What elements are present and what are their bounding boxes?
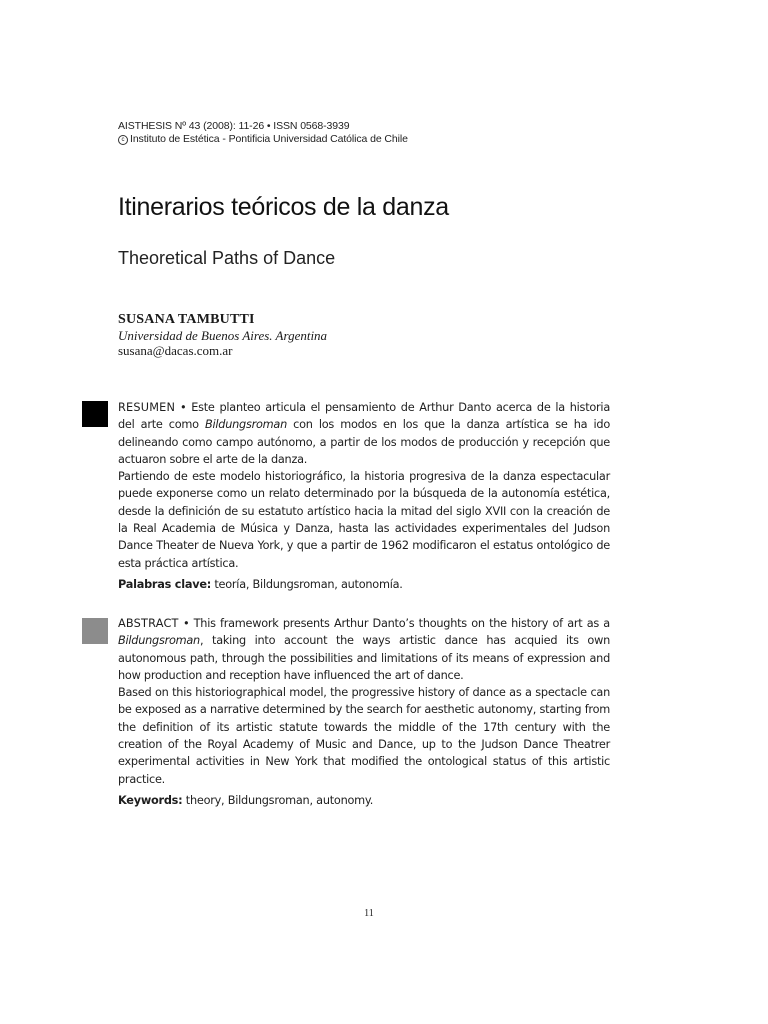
abstract-italic-term: Bildungsroman: [118, 634, 200, 648]
copyright-icon: c: [118, 135, 128, 145]
journal-citation: AISTHESIS Nº 43 (2008): 11-26 • ISSN 0568-3939: [118, 120, 350, 132]
resumen-text-end: con los modos en los que la danza artística se ha ido delineando como campo autónomo, a partir de los modos de producción y recepción que actuaron sobre el arte de la danza.: [118, 418, 610, 466]
resumen-keywords-list: teoría, Bildungsroman, autonomía.: [214, 577, 403, 591]
abstract-paragraph-2: Based on this historiographical model, the progressive history of dance as a spectacle can be exposed as a narrative determined by the search for aesthetic autonomy, starting from the definition of its artistic statute towards the middle of the 17th century with the creation of the Royal Academy of Music and Dance, up to the Judson Dance Theatrer experimental activities in New York that modified the ontological status of this artistic practice.: [118, 686, 610, 786]
abstract-keywords: [118, 792, 610, 809]
abstract-marker: [82, 618, 108, 644]
resumen-paragraph-2: Partiendo de este modelo historiográfico, la historia progresiva de la danza espectacular puede exponerse como un relato determinado por la búsqueda de la autonomía estética, desde la definición de su estatuto artístico hacia la mitad del siglo XVII con la creación de la Real Academia de Música y Danza, hasta las actividades experimentales del Judson Dance Theater de Nueva York, y que a partir de 1962 modificaron el estatus ontológico de esta práctica artística.: [118, 470, 610, 570]
resumen-marker: [82, 401, 108, 427]
journal-publisher-line: [118, 133, 408, 146]
abstract-paragraph-1: [118, 615, 610, 684]
resumen-paragraph-1: [118, 399, 610, 468]
abstract-keywords-list: theory, Bildungsroman, autonomy.: [185, 793, 374, 807]
author-name: SUSANA TAMBUTTI: [118, 312, 255, 327]
resumen-label: RESUMEN: [118, 401, 176, 414]
abstract-keywords-label: Keywords:: [118, 793, 183, 807]
resumen-italic-term: Bildungsroman: [205, 418, 287, 432]
article-subtitle: Theoretical Paths of Dance: [118, 248, 336, 268]
abstract-section: [118, 615, 610, 809]
resumen-separator: •: [175, 401, 192, 414]
resumen-text-start: Este planteo articula el pensamiento de Arthur Danto acerca de la historia del arte como: [118, 401, 610, 432]
page-number: 11: [364, 908, 374, 919]
abstract-label: ABSTRACT: [118, 617, 179, 630]
abstract-text-end: , taking into account the ways artistic dance has acquied its own autonomous path, through the possibilities and limitations of its means of expression and how production and reception have influenced the art of dance.: [118, 634, 610, 682]
journal-publisher: Instituto de Estética - Pontificia Universidad Católica de Chile: [130, 133, 408, 145]
resumen-keywords: [118, 576, 610, 593]
author-email: susana@dacas.com.ar: [118, 343, 233, 358]
author-affiliation: Universidad de Buenos Aires. Argentina: [118, 328, 328, 343]
resumen-keywords-label: Palabras clave:: [118, 577, 212, 591]
article-title: Itinerarios teóricos de la danza: [118, 193, 449, 221]
journal-header: [118, 120, 408, 146]
author-block: [118, 312, 327, 358]
abstract-text-start: This framework presents Arthur Danto’s thoughts on the history of art as a: [193, 617, 610, 630]
resumen-section: [118, 399, 610, 593]
abstract-separator: •: [178, 617, 194, 630]
